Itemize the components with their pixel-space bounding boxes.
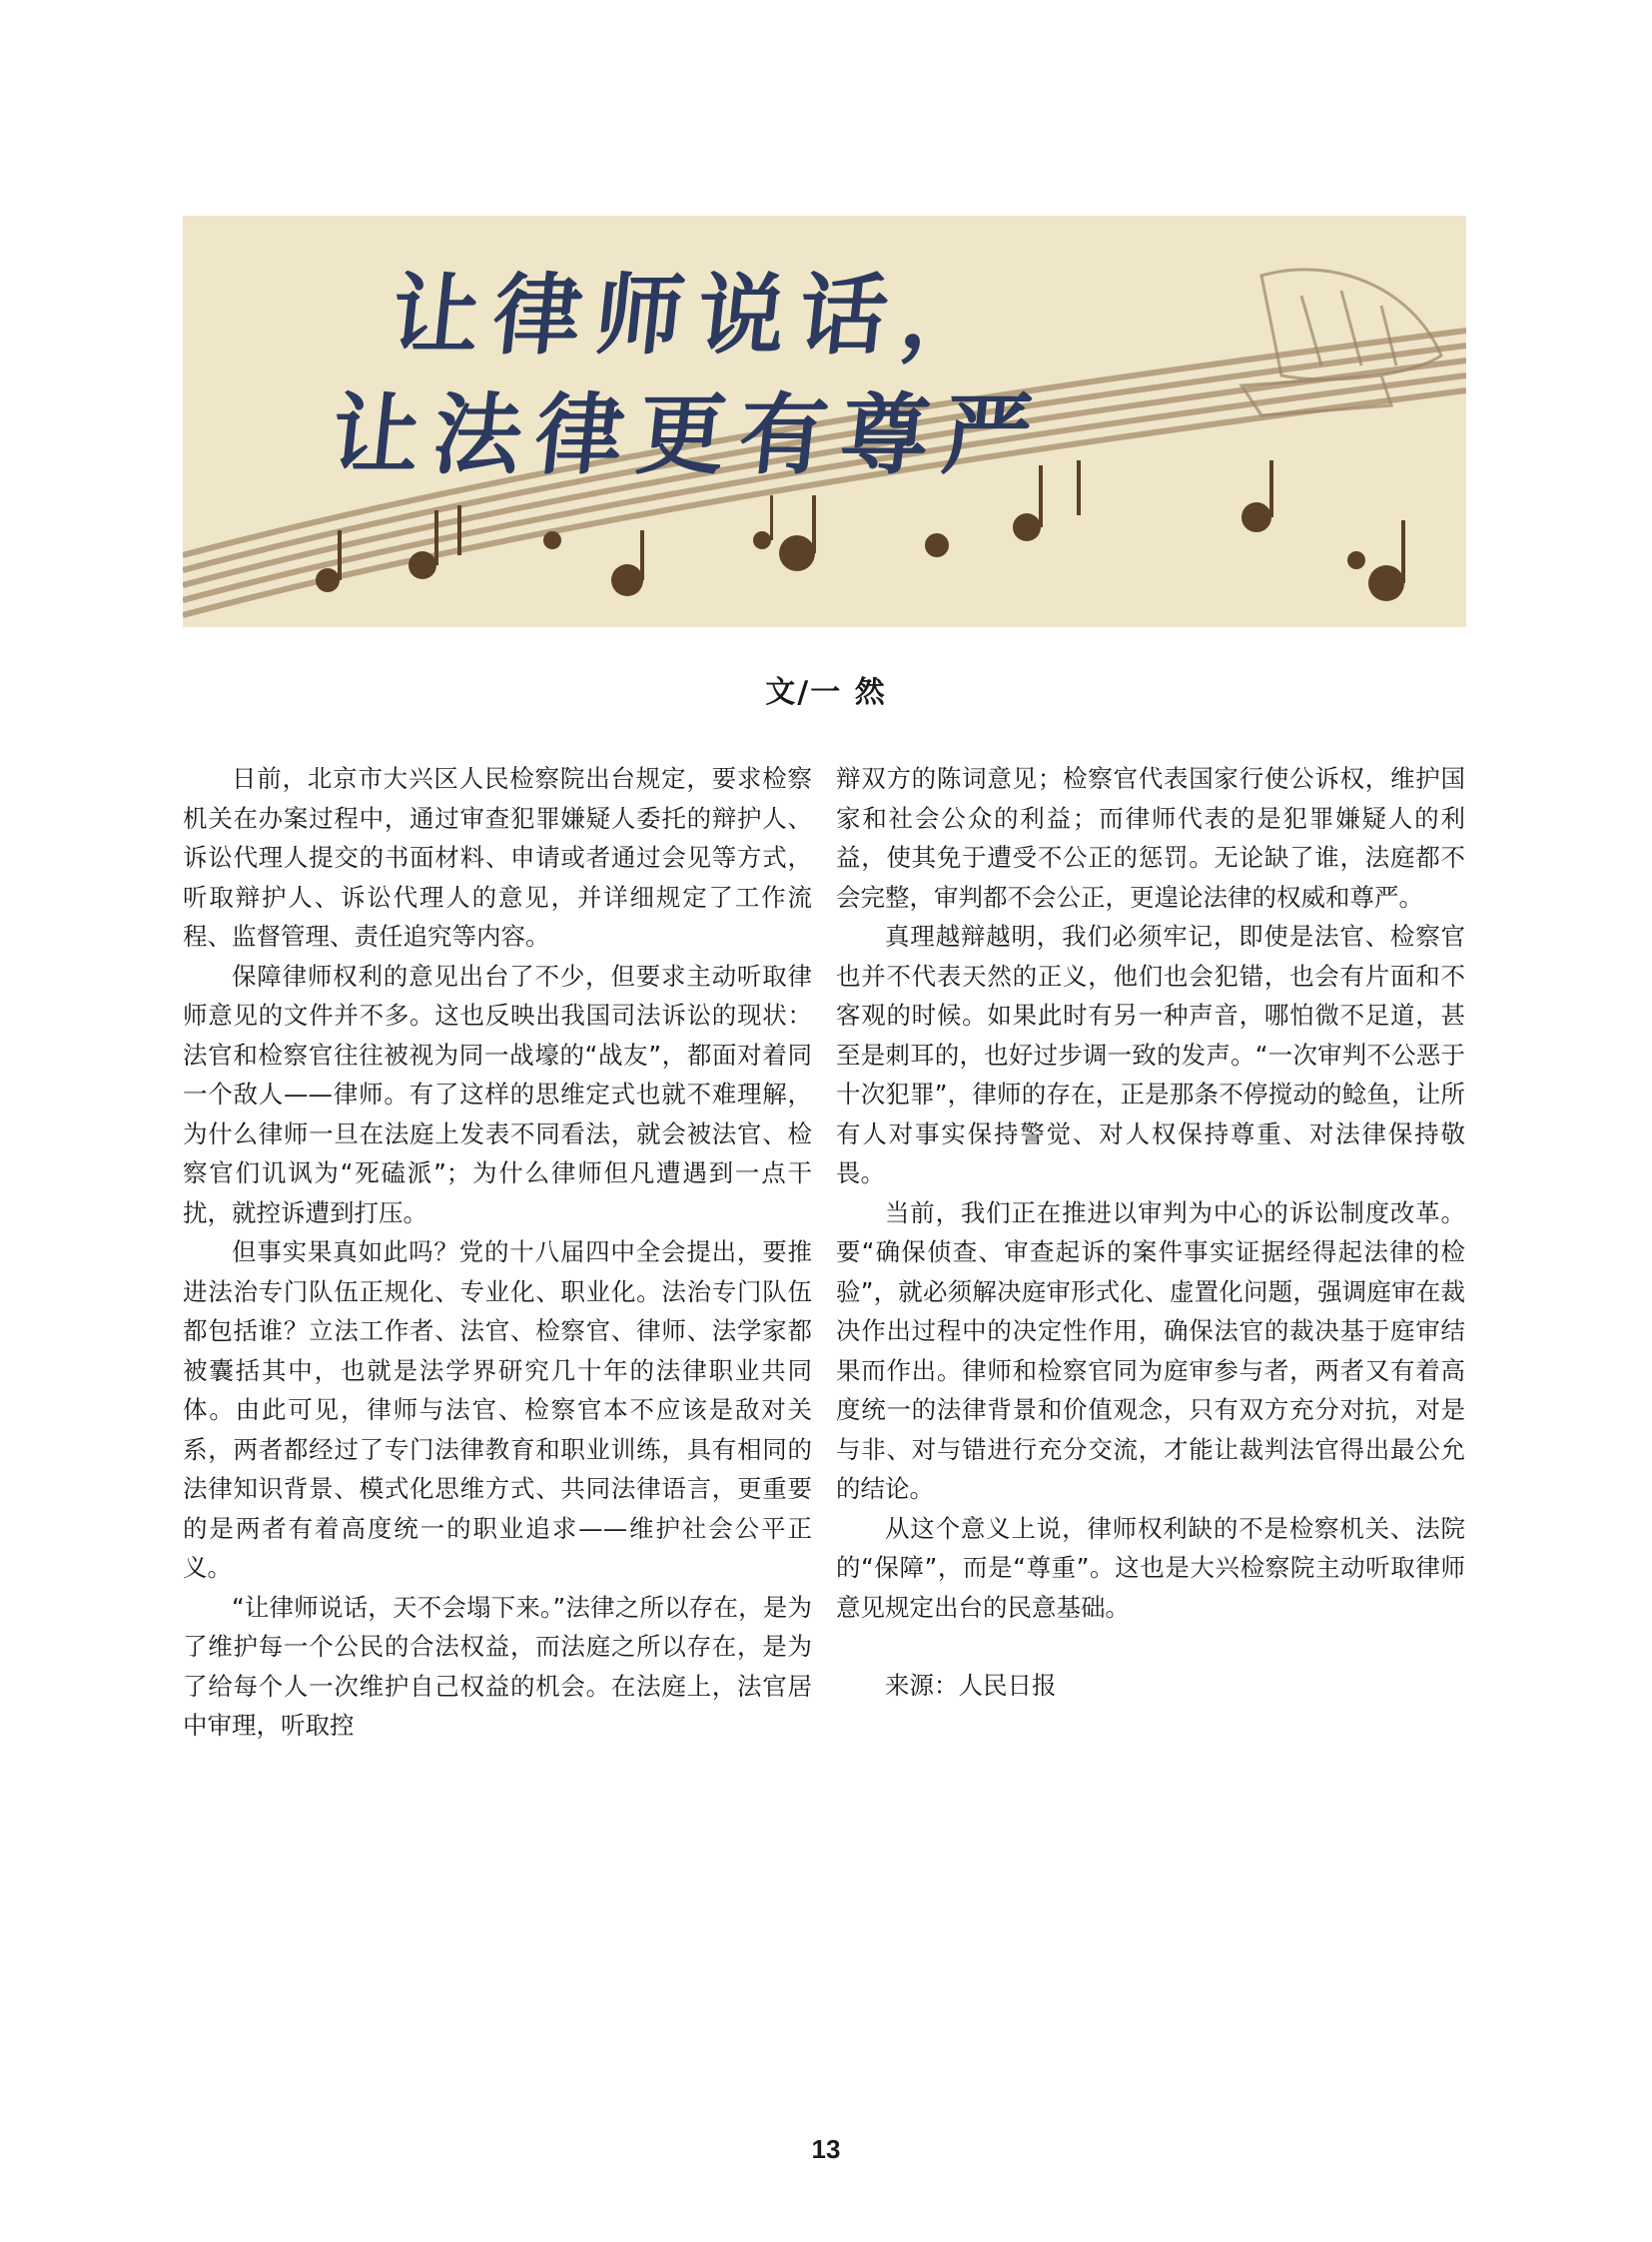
byline: 文/一 然 bbox=[765, 675, 887, 710]
paragraph: 从这个意义上说，律师权利缺的不是检察机关、法院的“保障”，而是“尊重”。这也是大兴检察院主动听取律师意见规定出台的民意基础。 bbox=[836, 1513, 1465, 1622]
title-line-1: 让律师说话， bbox=[386, 263, 1009, 367]
left-column bbox=[183, 759, 812, 1746]
header-banner bbox=[183, 216, 1466, 627]
paragraph-continued: 辩双方的陈词意见；检察官代表国家行使公诉权，维护国家和社会公众的利益；而律师代表的是犯罪嫌疑人的利益，使其免于遭受不公正的惩罚。无论缺了谁，法庭都不会完整，审判都不会公正，更遑论法律的权威和尊严。 bbox=[836, 764, 1465, 912]
paragraph: “让律师说话，天不会塌下来。”法律之所以存在，是为了维护每一个公民的合法权益，而法庭之所以存在，是为了给每个人一次维护自己权益的机会。在法庭上，法官居中审理，听取控 bbox=[183, 1592, 812, 1740]
right-column bbox=[836, 759, 1465, 1706]
paragraph: 但事实果真如此吗？党的十八届四中全会提出，要推进法治专门队伍正规化、专业化、职业化。法治专门队伍都包括谁？立法工作者、法官、检察官、律师、法学家都被囊括其中，也就是法学界研究几十年的法律职业共同体。由此可见，律师与法官、检察官本不应该是敌对关系，两者都经过了专门法律教育和职业训练，具有相同的法律知识背景、模式化思维方式、共同法律语言，更重要的是两者有着高度统一的职业追求——维护社会公平正义。 bbox=[183, 1237, 812, 1582]
page-number: 13 bbox=[811, 2134, 841, 2164]
paragraph: 真理越辩越明，我们必须牢记，即使是法官、检察官也并不代表天然的正义，他们也会犯错，也会有片面和不客观的时候。如果此时有另一种声音，哪怕微不足道，甚至是刺耳的，也好过步调一致的发声。“一次审判不公恶于十次犯罪”，律师的存在，正是那条不停搅动的鲶鱼，让所有人对事实保持警觉、对人权保持尊重、对法律保持敬畏。 bbox=[836, 922, 1465, 1187]
paragraph: 日前，北京市大兴区人民检察院出台规定，要求检察机关在办案过程中，通过审查犯罪嫌疑人委托的辩护人、诉讼代理人提交的书面材料、申请或者通过会见等方式，听取辩护人、诉讼代理人的意见，并详细规定了工作流程、监督管理、责任追究等内容。 bbox=[183, 764, 812, 951]
source-credit: 来源：人民日报 bbox=[885, 1671, 1057, 1700]
title-line-2: 让法律更有尊严 bbox=[326, 382, 1051, 486]
paragraph: 当前，我们正在推进以审判为中心的诉讼制度改革。要“确保侦查、审查起诉的案件事实证据经得起法律的检验”，就必须解决庭审形式化、虚置化问题，强调庭审在裁决作出过程中的决定性作用，确保法官的裁决基于庭审结果而作出。律师和检察官同为庭审参与者，两者又有着高度统一的法律背景和价值观念，只有双方充分对抗，对是与非、对与错进行充分交流，才能让裁判法官得出最公允的结论。 bbox=[836, 1197, 1465, 1503]
paragraph: 保障律师权利的意见出台了不少，但要求主动听取律师意见的文件并不多。这也反映出我国司法诉讼的现状：法官和检察官往往被视为同一战壕的“战友”，都面对着同一个敌人——律师。有了这样的思维定式也就不难理解，为什么律师一旦在法庭上发表不同看法，就会被法官、检察官们讥讽为“死磕派”；为什么律师但凡遭遇到一点干扰，就控诉遭到打压。 bbox=[183, 961, 812, 1227]
